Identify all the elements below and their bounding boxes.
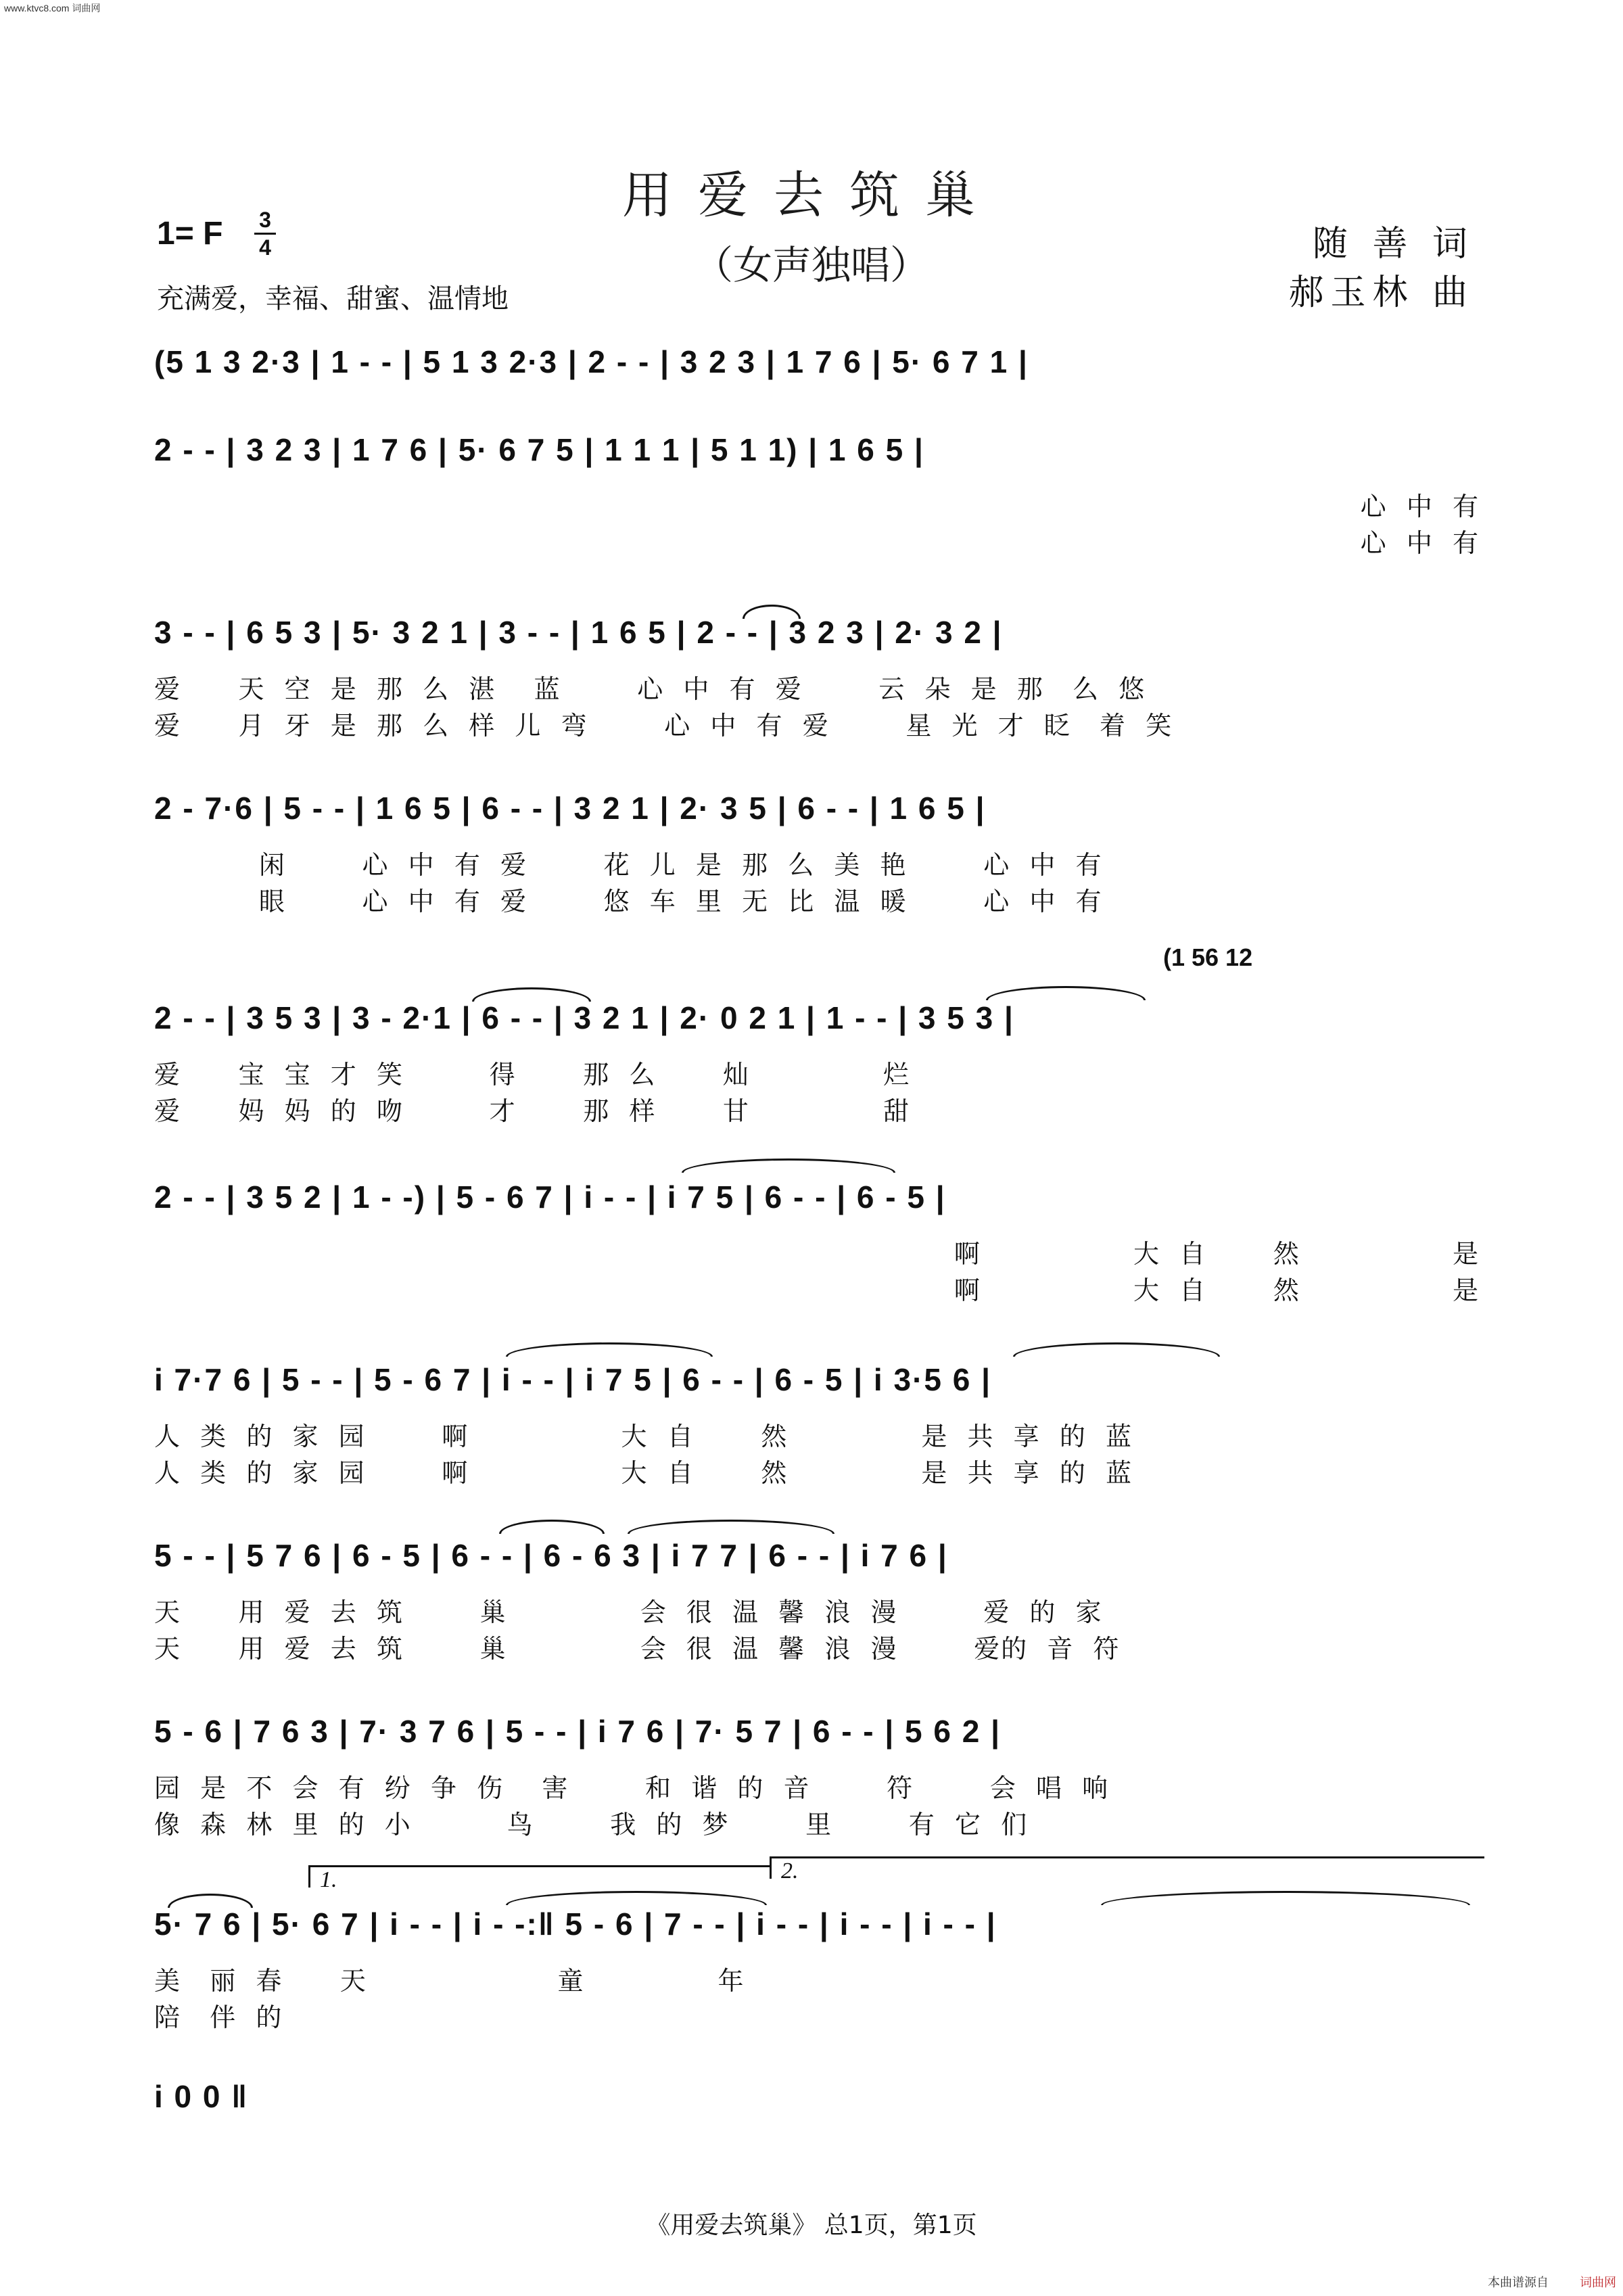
- lyricist: 随 善 词: [1312, 224, 1474, 264]
- page-footer: 《用爱去筑巢》 总1页，第1页: [646, 2211, 977, 2239]
- lyric-verse-2: 天 用 爱 去 筑 巢 会 很 温 馨 浪 漫 爱的 音 符: [154, 1634, 1121, 1664]
- corner-source-text: 本曲谱源自: [1488, 2276, 1549, 2289]
- notes-line: 2 - - | 3 2 3 | 1 7 6 | 5· 6 7 5 | 1 1 1 | 5 1 1) | 1 6 5 |: [154, 432, 924, 467]
- volta-second-ending: 2.: [770, 1856, 1484, 1879]
- notes-line: 2 - - | 3 5 2 | 1 - -) | 5 - 6 7 | i - - | i 7 5 | 6 - - | 6 - 5 |: [154, 1179, 946, 1215]
- key-signature: 1= F: [157, 216, 223, 252]
- lyric-verse-2: 像 森 林 里 的 小 鸟 我 的 梦 里 有 它 们: [154, 1810, 1029, 1840]
- notes-line: 5 - - | 5 7 6 | 6 - 5 | 6 - - | 6 - 6 3 | i 7 7 | 6 - - | i 7 6 |: [154, 1538, 948, 1573]
- lyric-verse-1: 心 中 有: [1360, 492, 1480, 521]
- lyric-verse-2: 爱 妈 妈 的 吻 才 那 样 甘 甜: [154, 1096, 911, 1126]
- lyric-verse-2: 人 类 的 家 园 啊 大 自 然 是 共 享 的 蓝: [154, 1458, 1133, 1488]
- meter-top: 3: [259, 208, 271, 232]
- song-title: 用爱去筑巢: [622, 166, 1001, 225]
- notes-line: 2 - 7·6 | 5 - - | 1 6 5 | 6 - - | 3 2 1 | 2· 3 5 | 6 - - | 1 6 5 |: [154, 791, 986, 826]
- meter-bar: [254, 233, 276, 235]
- slur-arc: [506, 1342, 713, 1357]
- composer: 郝玉林 曲: [1288, 273, 1474, 313]
- slur-arc: [682, 1158, 895, 1173]
- lyric-verse-2: 眼 心 中 有 爱 悠 车 里 无 比 温 暖 心 中 有: [154, 887, 1103, 916]
- lyric-verse-1: 美 丽 春 天 童 年: [154, 1966, 745, 1996]
- lyric-verse-1: 爱 宝 宝 才 笑 得 那 么 灿 烂: [154, 1060, 911, 1090]
- meter-bottom: 4: [259, 235, 271, 260]
- notes-line: 2 - - | 3 5 3 | 3 - 2·1 | 6 - - | 3 2 1 | 2· 0 2 1 | 1 - - | 3 5 3 |: [154, 1000, 1014, 1035]
- lyric-verse-1: 人 类 的 家 园 啊 大 自 然 是 共 享 的 蓝: [154, 1422, 1133, 1451]
- notes-line: i 0 0 ‖: [154, 2079, 249, 2114]
- volta-first-ending: 1.: [308, 1865, 770, 1888]
- time-signature: [252, 208, 279, 259]
- slur-arc: [1013, 1342, 1220, 1357]
- lyric-verse-2: 啊 大 自 然 是: [954, 1275, 1480, 1305]
- notes-line: 3 - - | 6 5 3 | 5· 3 2 1 | 3 - - | 1 6 5 | 2 - - | 3 2 3 | 2· 3 2 |: [154, 615, 1003, 650]
- lyric-verse-1: 园 是 不 会 有 纷 争 伤 害 和 谐 的 音 符 会 唱 响: [154, 1773, 1110, 1803]
- expression-marking: 充满爱，幸福、甜蜜、温情地: [157, 283, 509, 314]
- notes-line: (5 1 3 2·3 | 1 - - | 5 1 3 2·3 | 2 - - | 3 2 3 | 1 7 6 | 5· 6 7 1 |: [154, 344, 1029, 379]
- lyric-verse-2: 心 中 有: [1360, 528, 1480, 558]
- insert-notes: (1 56 12: [1163, 943, 1253, 971]
- lyric-verse-1: 啊 大 自 然 是: [954, 1239, 1480, 1269]
- song-subtitle: （女声独唱）: [693, 242, 929, 288]
- lyric-verse-1: 闲 心 中 有 爱 花 儿 是 那 么 美 艳 心 中 有: [154, 850, 1103, 880]
- lyric-verse-1: 爱 天 空 是 那 么 湛 蓝 心 中 有 爱 云 朵 是 那 么 悠: [154, 674, 1146, 704]
- lyric-verse-2: 爱 月 牙 是 那 么 样 儿 弯 心 中 有 爱 星 光 才 眨 着 笑: [154, 711, 1173, 741]
- lyric-verse-1: 天 用 爱 去 筑 巢 会 很 温 馨 浪 漫 爱 的 家: [154, 1597, 1103, 1627]
- corner-brand: 词曲网: [1580, 2276, 1616, 2289]
- source-url: www.ktvc8.com 词曲网: [4, 3, 101, 14]
- lyric-verse-2: 陪 伴 的: [154, 2002, 283, 2032]
- notes-line: 5 - 6 | 7 6 3 | 7· 3 7 6 | 5 - - | i 7 6 | 7· 5 7 | 6 - - | 5 6 2 |: [154, 1714, 1002, 1749]
- notes-line: i 7·7 6 | 5 - - | 5 - 6 7 | i - - | i 7 5 | 6 - - | 6 - 5 | i 3·5 6 |: [154, 1362, 991, 1397]
- notes-line: 5· 7 6 | 5· 6 7 | i - - | i - -:‖ 5 - 6 | 7 - - | i - - | i - - | i - - |: [154, 1906, 997, 1942]
